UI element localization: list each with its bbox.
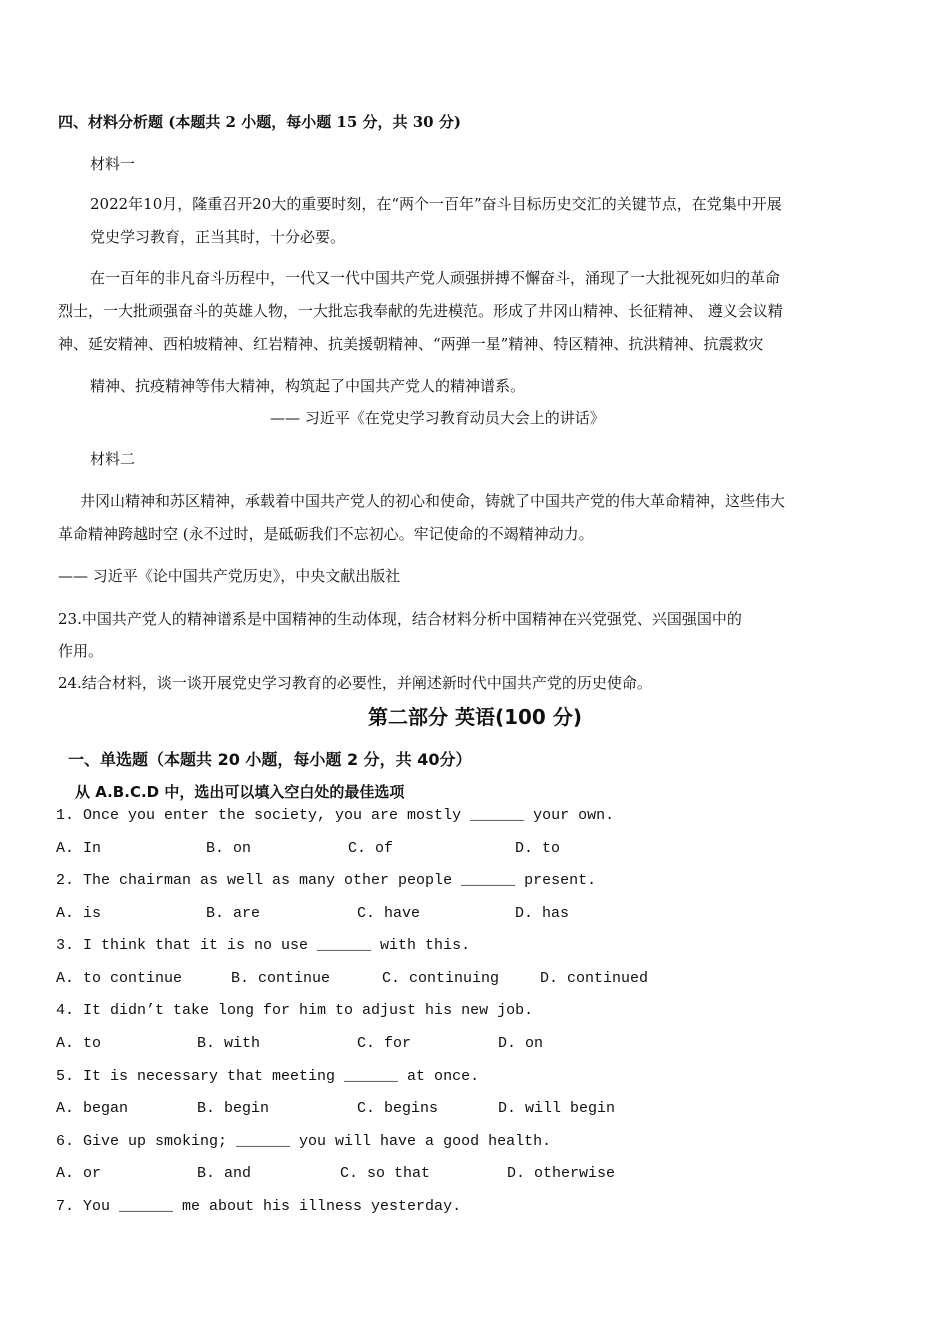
option-d: D. continued xyxy=(540,970,649,987)
option-d: D. otherwise xyxy=(507,1165,616,1182)
option-c: C. of xyxy=(348,840,394,857)
question-24: 24.结合材料，谈一谈开展党史学习教育的必要性，并阐述新时代中国共产党的历史使命。 xyxy=(58,674,652,692)
option-d: D. has xyxy=(515,905,570,922)
material-two-source: —— 习近平《论中国共产党历史》，中央文献出版社 xyxy=(58,567,401,585)
option-a: A. to continue xyxy=(56,970,183,987)
material-one-source: —— 习近平《在党史学习教育动员大会上的讲话》 xyxy=(270,409,605,427)
option-a: A. began xyxy=(56,1100,129,1117)
material-two-text: 井冈山精神和苏区精神，承载着中国共产党人的初心和使命，铸就了中国共产党的伟大革命精神，这些伟大 xyxy=(80,492,786,510)
question-stem: 6. Give up smoking; ______ you will have a good health. xyxy=(56,1133,552,1150)
instruction: 从 A.B.C.D 中，选出可以填入空白处的最佳选项 xyxy=(75,783,405,801)
option-d: D. to xyxy=(515,840,561,857)
option-a: A. is xyxy=(56,905,102,922)
question-stem: 1. Once you enter the society, you are mostly ______ your own. xyxy=(56,807,615,824)
option-a: A. or xyxy=(56,1165,102,1182)
section-heading-single-choice: 一、单选题（本题共 20 小题，每小题 2 分，共 40分） xyxy=(68,750,472,769)
question-23: 作用。 xyxy=(58,642,104,660)
material-one-text: 党史学习教育，正当其时，十分必要。 xyxy=(90,228,346,246)
question-stem: 5. It is necessary that meeting ______ at once. xyxy=(56,1068,480,1085)
option-c: C. begins xyxy=(357,1100,439,1117)
question-23: 23.中国共产党人的精神谱系是中国精神的生动体现，结合材料分析中国精神在兴党强党、兴国强国中的 xyxy=(58,610,742,628)
material-one-text: 烈士，一大批顽强奋斗的英雄人物，一大批忘我奉献的先进模范。形成了井冈山精神、长征精神、 遵义会议精 xyxy=(58,302,783,320)
option-b: B. continue xyxy=(231,970,331,987)
question-stem: 2. The chairman as well as many other people ______ present. xyxy=(56,872,597,889)
question-stem: 4. It didn’t take long for him to adjust his new job. xyxy=(56,1002,534,1019)
material-two-label: 材料二 xyxy=(90,450,136,468)
option-c: C. continuing xyxy=(382,970,500,987)
part-title-english: 第二部分 英语(100 分) xyxy=(368,705,582,729)
material-two-text: 革命精神跨越时空 (永不过时，是砥砺我们不忘初心。牢记使命的不竭精神动力。 xyxy=(58,525,594,543)
material-one-text: 精神、抗疫精神等伟大精神，构筑起了中国共产党人的精神谱系。 xyxy=(90,377,526,395)
option-b: B. begin xyxy=(197,1100,270,1117)
option-d: D. will begin xyxy=(498,1100,616,1117)
material-one-text: 在一百年的非凡奋斗历程中，一代又一代中国共产党人顽强拼搏不懈奋斗，涌现了一大批视死如归的革命 xyxy=(90,269,781,287)
option-c: C. so that xyxy=(340,1165,431,1182)
option-b: B. and xyxy=(197,1165,252,1182)
question-stem: 3. I think that it is no use ______ with this. xyxy=(56,937,471,954)
option-b: B. are xyxy=(206,905,261,922)
option-a: A. In xyxy=(56,840,102,857)
material-one-text: 2022年10月，隆重召开20大的重要时刻，在“两个一百年”奋斗目标历史交汇的关键节点，在党集中开展 xyxy=(90,195,782,213)
option-d: D. on xyxy=(498,1035,544,1052)
material-one-label: 材料一 xyxy=(90,155,136,173)
material-one-text: 神、延安精神、西柏坡精神、红岩精神、抗美援朝精神、“两弹一星”精神、特区精神、抗洪精神、抗震救灾 xyxy=(58,335,764,353)
option-b: B. with xyxy=(197,1035,261,1052)
section-heading-material-analysis: 四、材料分析题 (本题共 2 小题，每小题 15 分，共 30 分) xyxy=(58,113,461,131)
option-c: C. for xyxy=(357,1035,412,1052)
option-a: A. to xyxy=(56,1035,102,1052)
option-b: B. on xyxy=(206,840,252,857)
question-stem: 7. You ______ me about his illness yesterday. xyxy=(56,1198,462,1215)
option-c: C. have xyxy=(357,905,421,922)
